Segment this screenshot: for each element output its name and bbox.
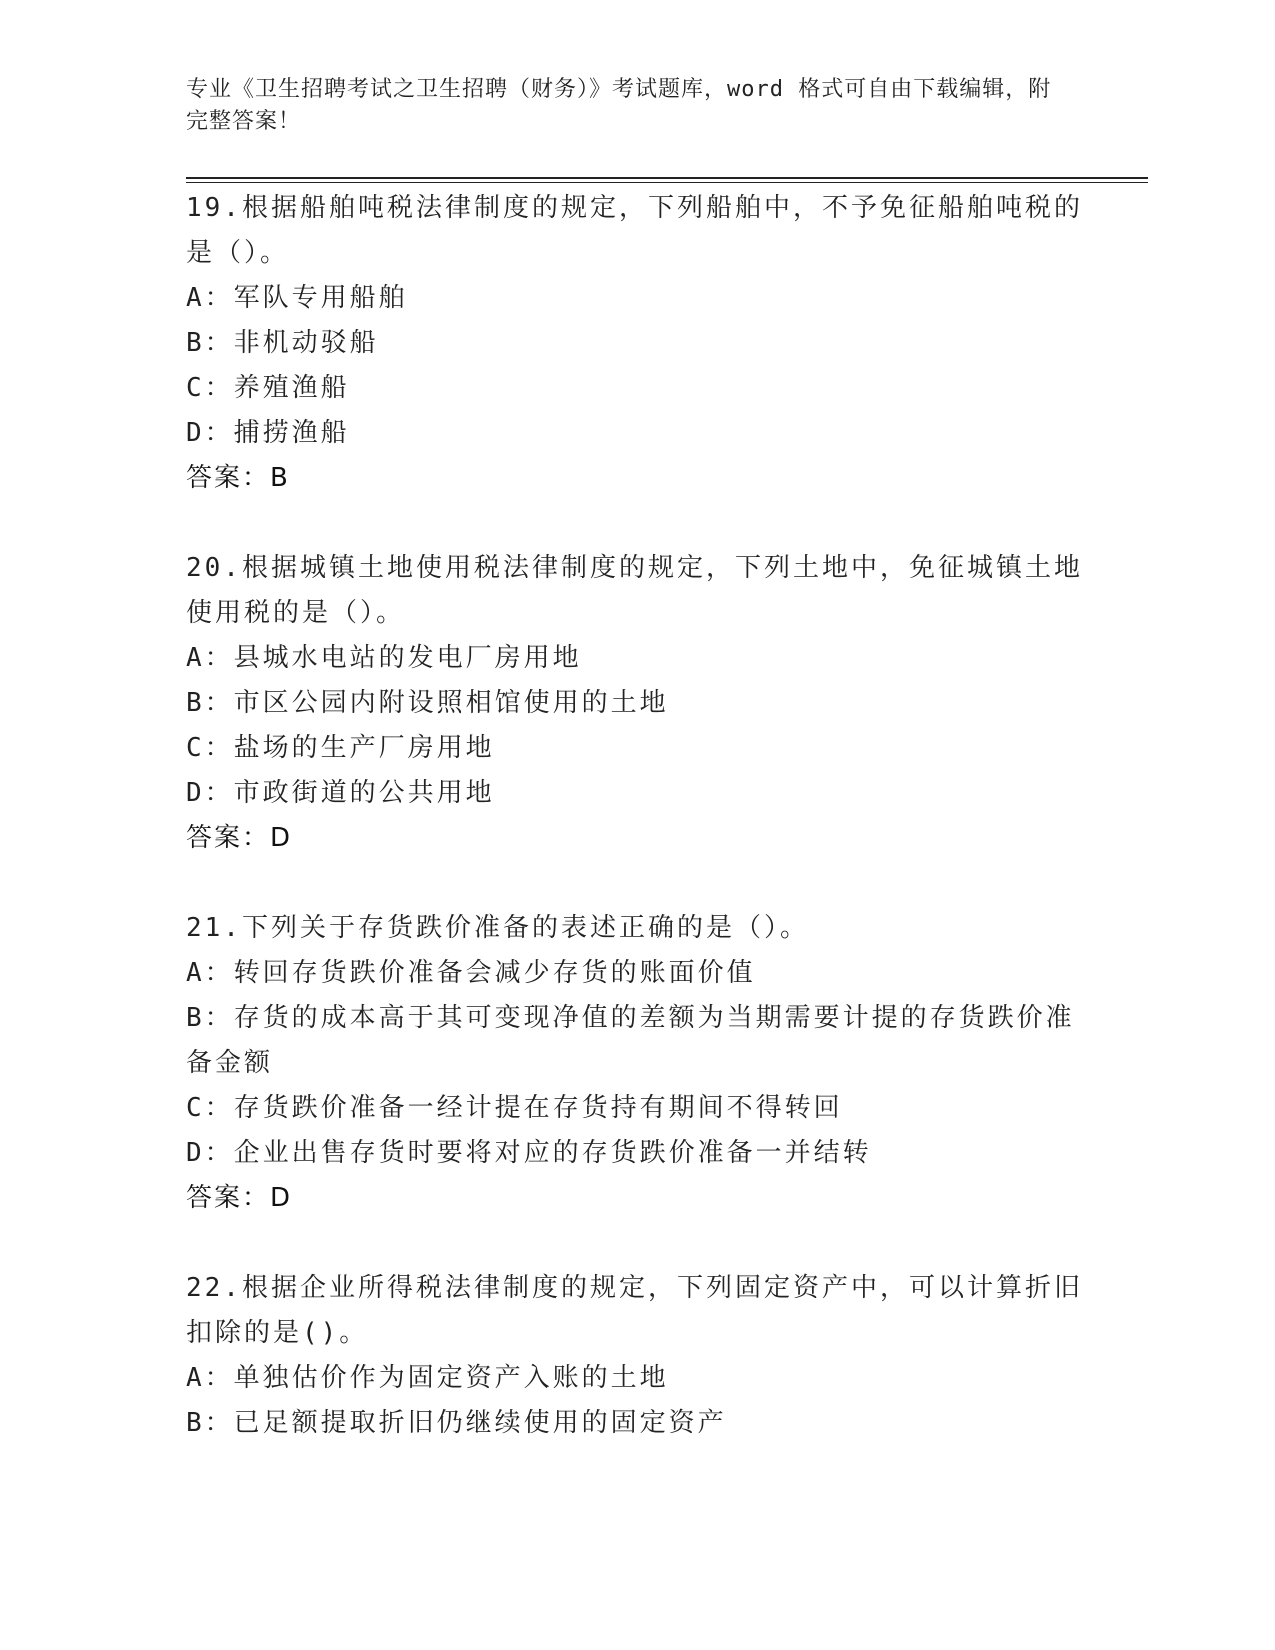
option-a: A：转回存货跌价准备会减少存货的账面价值	[186, 958, 756, 988]
question-stem: 22.根据企业所得税法律制度的规定，下列固定资产中，可以计算折旧扣除的是()。	[186, 1273, 1083, 1348]
option-b: B：市区公园内附设照相馆使用的土地	[186, 688, 669, 718]
question-19	[186, 186, 1086, 501]
option-b: B：存货的成本高于其可变现净值的差额为当期需要计提的存货跌价准备金额	[186, 1003, 1075, 1078]
option-a: A：单独估价作为固定资产入账的土地	[186, 1363, 669, 1393]
option-c: C：盐场的生产厂房用地	[186, 733, 495, 763]
question-stem: 21.下列关于存货跌价准备的表述正确的是（）。	[186, 913, 809, 943]
option-d: D：捕捞渔船	[186, 418, 350, 448]
question-stem: 20.根据城镇土地使用税法律制度的规定，下列土地中，免征城镇土地使用税的是（）。	[186, 553, 1083, 628]
option-c: C：存货跌价准备一经计提在存货持有期间不得转回	[186, 1093, 843, 1123]
header-divider-thin	[186, 182, 1148, 183]
header-divider	[186, 177, 1148, 179]
question-stem: 19.根据船舶吨税法律制度的规定，下列船舶中，不予免征船舶吨税的是（）。	[186, 193, 1083, 268]
spacer	[186, 861, 1086, 906]
option-b: B：已足额提取折旧仍继续使用的固定资产	[186, 1408, 727, 1438]
answer: 答案：D	[186, 823, 293, 853]
option-d: D：企业出售存货时要将对应的存货跌价准备一并结转	[186, 1138, 872, 1168]
spacer	[186, 1221, 1086, 1266]
option-c: C：养殖渔船	[186, 373, 350, 403]
question-22	[186, 1266, 1086, 1446]
question-21	[186, 906, 1086, 1221]
option-b: B：非机动驳船	[186, 328, 379, 358]
question-20	[186, 546, 1086, 861]
answer: 答案：D	[186, 1183, 293, 1213]
option-a: A：县城水电站的发电厂房用地	[186, 643, 582, 673]
answer: 答案：B	[186, 463, 290, 493]
question-list	[186, 186, 1086, 1446]
option-a: A：军队专用船舶	[186, 283, 408, 313]
option-d: D：市政街道的公共用地	[186, 778, 495, 808]
spacer	[186, 501, 1086, 546]
document-header: 专业《卫生招聘考试之卫生招聘（财务）》考试题库，word 格式可自由下载编辑，附完整答案！	[186, 77, 1052, 134]
